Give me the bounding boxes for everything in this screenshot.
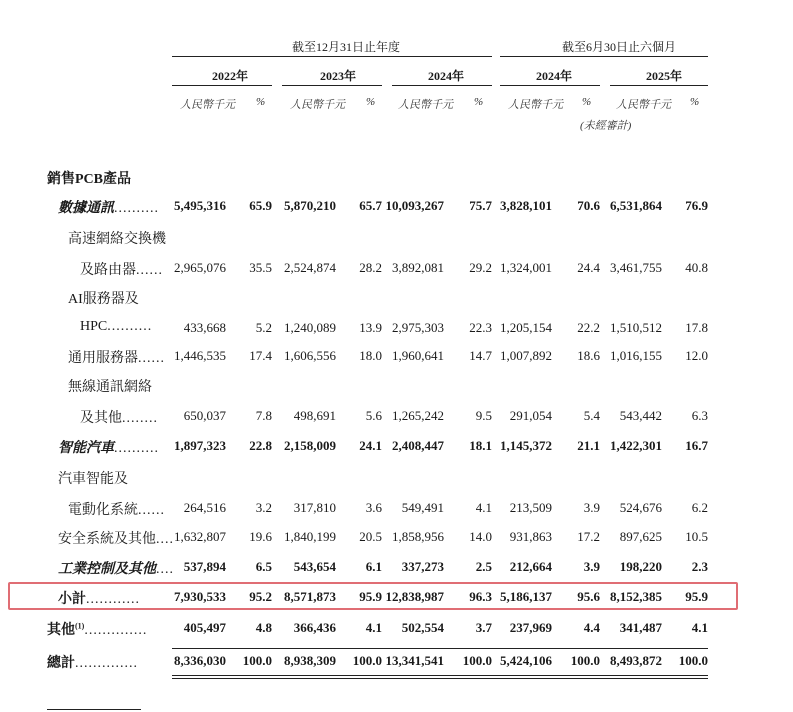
cell-percentage: 29.2 — [469, 260, 492, 275]
cell-percentage: 4.1 — [475, 500, 492, 515]
cell-amount: 1,840,199 — [284, 529, 336, 544]
leader-dots: ...... — [138, 503, 165, 518]
cell-percentage: 7.8 — [255, 408, 272, 423]
year-header-2022: 2022年 — [212, 69, 249, 83]
cell-percentage: 3.6 — [365, 500, 382, 515]
cell-amount: 537,894 — [183, 559, 226, 574]
row-label-text: 智能汽車 — [58, 441, 114, 456]
cell-percentage: 6.5 — [255, 559, 272, 574]
unit-amount: 人民幣千元 — [616, 99, 671, 111]
cell-percentage: 4.8 — [255, 620, 272, 635]
cell-amount: 6,531,864 — [610, 198, 662, 213]
cell-percentage: 3.7 — [475, 620, 492, 635]
row-label-text: 安全系統及其他 — [58, 532, 156, 547]
cell-amount: 1,960,641 — [392, 348, 444, 363]
year-underline — [500, 85, 600, 86]
section-title: 銷售PCB產品 — [47, 172, 131, 187]
cell-amount: 264,516 — [183, 500, 226, 515]
leader-dots: ............ — [86, 592, 140, 607]
cell-amount: 1,324,001 — [500, 260, 552, 275]
cell-percentage: 5.6 — [365, 408, 382, 423]
row-label-text: 及路由器 — [80, 263, 136, 278]
cell-percentage: 100.0 — [678, 653, 708, 668]
year-underline — [610, 85, 708, 86]
cell-percentage: 95.2 — [249, 589, 272, 604]
cell-amount: 8,493,872 — [610, 653, 662, 668]
cell-percentage: 96.3 — [469, 589, 492, 604]
cell-amount: 5,870,210 — [284, 198, 336, 213]
cell-amount: 433,668 — [183, 320, 226, 335]
leader-dots: ...... — [136, 263, 163, 278]
cell-amount: 341,487 — [619, 620, 662, 635]
hy-group-underline — [500, 56, 708, 57]
row-label — [58, 588, 140, 608]
row-label-text: 其他 — [47, 623, 75, 638]
leader-dots: .......... — [114, 201, 159, 216]
cell-percentage: 75.7 — [469, 198, 492, 213]
cell-amount: 366,436 — [293, 620, 336, 635]
cell-percentage: 13.9 — [359, 320, 382, 335]
fy-group-header: 截至12月31日止年度 — [292, 40, 401, 54]
unit-pct: % — [366, 96, 376, 108]
cell-percentage: 95.9 — [359, 589, 382, 604]
cell-percentage: 6.2 — [691, 500, 708, 515]
cell-amount: 549,491 — [401, 500, 444, 515]
footnote-marker: (1) — [75, 621, 85, 631]
cell-amount: 1,858,956 — [392, 529, 444, 544]
row-label — [58, 437, 159, 457]
year-underline — [282, 85, 382, 86]
cell-amount: 405,497 — [183, 620, 226, 635]
cell-percentage: 18.0 — [359, 348, 382, 363]
cell-percentage: 65.9 — [249, 198, 272, 213]
cell-percentage: 9.5 — [475, 408, 492, 423]
cell-percentage: 35.5 — [249, 260, 272, 275]
cell-amount: 212,664 — [509, 559, 552, 574]
cell-amount: 1,016,155 — [610, 348, 662, 363]
year-header-2024: 2024年 — [428, 69, 465, 83]
cell-percentage: 5.4 — [583, 408, 600, 423]
cell-amount: 5,495,316 — [174, 198, 226, 213]
cell-amount: 2,975,303 — [392, 320, 444, 335]
hy-group-header: 截至6月30日止六個月 — [562, 40, 677, 54]
cell-amount: 1,240,089 — [284, 320, 336, 335]
unit-pct: % — [474, 96, 484, 108]
cell-amount: 317,810 — [293, 500, 336, 515]
cell-percentage: 16.7 — [685, 438, 708, 453]
leader-dots: .............. — [75, 656, 138, 671]
leader-dots: ...... — [138, 351, 165, 366]
unit-pct: % — [256, 96, 266, 108]
leader-dots: .......... — [107, 319, 153, 334]
cell-percentage: 22.3 — [469, 320, 492, 335]
row-label-text: HPC — [80, 319, 108, 334]
year-underline — [392, 85, 492, 86]
cell-percentage: 4.1 — [691, 620, 708, 635]
row-label-text: 汽車智能及 — [58, 472, 128, 487]
cell-percentage: 22.2 — [577, 320, 600, 335]
cell-amount: 198,220 — [619, 559, 662, 574]
row-label-text: 及其他 — [80, 411, 122, 426]
cell-amount: 3,828,101 — [500, 198, 552, 213]
unaudited-note: (未經審計) — [580, 120, 632, 132]
cell-percentage: 95.9 — [685, 589, 708, 604]
cell-amount: 237,969 — [509, 620, 552, 635]
cell-percentage: 22.8 — [249, 438, 272, 453]
cell-percentage: 21.1 — [577, 438, 600, 453]
row-label-text: 小計 — [58, 592, 86, 607]
cell-percentage: 76.9 — [685, 198, 708, 213]
leader-dots: .... — [156, 532, 174, 547]
year-header-2025-h1: 2025年 — [646, 69, 683, 83]
cell-percentage: 28.2 — [359, 260, 382, 275]
cell-percentage: 2.3 — [691, 559, 708, 574]
row-label-text: 數據通訊 — [58, 201, 114, 216]
row-label — [47, 652, 138, 672]
cell-percentage: 17.2 — [577, 529, 600, 544]
row-label — [68, 228, 166, 248]
cell-amount: 3,461,755 — [610, 260, 662, 275]
cell-percentage: 4.4 — [583, 620, 600, 635]
cell-percentage: 100.0 — [352, 653, 382, 668]
cell-percentage: 14.7 — [469, 348, 492, 363]
unit-pct: % — [582, 96, 592, 108]
cell-amount: 2,524,874 — [284, 260, 336, 275]
cell-percentage: 18.6 — [577, 348, 600, 363]
cell-amount: 7,930,533 — [174, 589, 226, 604]
cell-percentage: 14.0 — [469, 529, 492, 544]
cell-percentage: 5.2 — [255, 320, 272, 335]
cell-amount: 8,938,309 — [284, 653, 336, 668]
row-label-text: 工業控制及其他 — [58, 562, 156, 577]
cell-amount: 498,691 — [293, 408, 336, 423]
unit-amount: 人民幣千元 — [398, 99, 453, 111]
unit-pct: % — [690, 96, 700, 108]
cell-percentage: 100.0 — [570, 653, 600, 668]
row-label-text: AI服務器及 — [68, 292, 139, 307]
row-label-text: 總計 — [47, 656, 75, 671]
cell-amount: 3,892,081 — [392, 260, 444, 275]
year-underline — [172, 85, 272, 86]
cell-percentage: 3.9 — [583, 500, 600, 515]
cell-amount: 502,554 — [401, 620, 444, 635]
row-label — [58, 468, 128, 488]
cell-amount: 5,186,137 — [500, 589, 552, 604]
total-rule-double-1 — [172, 675, 708, 676]
year-header-2023: 2023年 — [320, 69, 357, 83]
cell-amount: 650,037 — [183, 408, 226, 423]
cell-amount: 5,424,106 — [500, 653, 552, 668]
cell-percentage: 10.5 — [685, 529, 708, 544]
row-label-text: 無線通訊網絡 — [68, 380, 152, 395]
row-label-text: 電動化系統 — [68, 503, 138, 518]
row-label-text: 高速網絡交換機 — [68, 232, 166, 247]
cell-amount: 1,007,892 — [500, 348, 552, 363]
cell-percentage: 95.6 — [577, 589, 600, 604]
unit-amount: 人民幣千元 — [180, 99, 235, 111]
cell-amount: 543,654 — [293, 559, 336, 574]
leader-dots: .......... — [114, 441, 159, 456]
cell-percentage: 24.4 — [577, 260, 600, 275]
cell-amount: 931,863 — [509, 529, 552, 544]
cell-amount: 12,838,987 — [385, 589, 444, 604]
cell-percentage: 70.6 — [577, 198, 600, 213]
cell-amount: 2,408,447 — [392, 438, 444, 453]
cell-percentage: 18.1 — [469, 438, 492, 453]
cell-percentage: 3.9 — [583, 559, 600, 574]
cell-amount: 1,632,807 — [174, 529, 226, 544]
cell-percentage: 40.8 — [685, 260, 708, 275]
total-rule-double-2 — [172, 678, 708, 679]
cell-amount: 897,625 — [619, 529, 662, 544]
cell-amount: 543,442 — [619, 408, 662, 423]
year-header-2024-h1: 2024年 — [536, 69, 573, 83]
cell-amount: 8,336,030 — [174, 653, 226, 668]
fy-group-underline — [172, 56, 492, 57]
leader-dots: .... — [156, 562, 174, 577]
cell-percentage: 6.3 — [691, 408, 708, 423]
cell-percentage: 12.0 — [685, 348, 708, 363]
cell-amount: 1,606,556 — [284, 348, 336, 363]
row-label — [68, 288, 139, 308]
cell-amount: 8,152,385 — [610, 589, 662, 604]
cell-amount: 1,422,301 — [610, 438, 662, 453]
cell-percentage: 2.5 — [475, 559, 492, 574]
cell-percentage: 17.8 — [685, 320, 708, 335]
cell-percentage: 20.5 — [359, 529, 382, 544]
cell-percentage: 6.1 — [365, 559, 382, 574]
cell-percentage: 24.1 — [359, 438, 382, 453]
cell-percentage: 4.1 — [365, 620, 382, 635]
cell-amount: 1,265,242 — [392, 408, 444, 423]
row-label — [47, 619, 147, 639]
cell-amount: 10,093,267 — [385, 198, 444, 213]
unit-amount: 人民幣千元 — [508, 99, 563, 111]
cell-amount: 2,965,076 — [174, 260, 226, 275]
cell-amount: 1,897,323 — [174, 438, 226, 453]
cell-amount: 1,205,154 — [500, 320, 552, 335]
cell-amount: 13,341,541 — [385, 653, 444, 668]
cell-amount: 213,509 — [509, 500, 552, 515]
cell-amount: 1,145,372 — [500, 438, 552, 453]
footnote-rule — [47, 709, 141, 710]
row-label-text: 通用服務器 — [68, 351, 138, 366]
cell-amount: 2,158,009 — [284, 438, 336, 453]
cell-amount: 524,676 — [619, 500, 662, 515]
cell-percentage: 17.4 — [249, 348, 272, 363]
cell-percentage: 3.2 — [255, 500, 272, 515]
unit-amount: 人民幣千元 — [290, 99, 345, 111]
cell-percentage: 65.7 — [359, 198, 382, 213]
cell-amount: 1,510,512 — [610, 320, 662, 335]
cell-amount: 8,571,873 — [284, 589, 336, 604]
cell-amount: 1,446,535 — [174, 348, 226, 363]
leader-dots: ........ — [122, 411, 158, 426]
row-label — [68, 376, 152, 396]
leader-dots: .............. — [84, 623, 148, 638]
total-rule-top — [172, 648, 708, 649]
row-label — [80, 319, 152, 335]
cell-percentage: 100.0 — [242, 653, 272, 668]
cell-percentage: 100.0 — [462, 653, 492, 668]
cell-amount: 291,054 — [509, 408, 552, 423]
cell-amount: 337,273 — [401, 559, 444, 574]
cell-percentage: 19.6 — [249, 529, 272, 544]
row-label — [58, 197, 159, 217]
